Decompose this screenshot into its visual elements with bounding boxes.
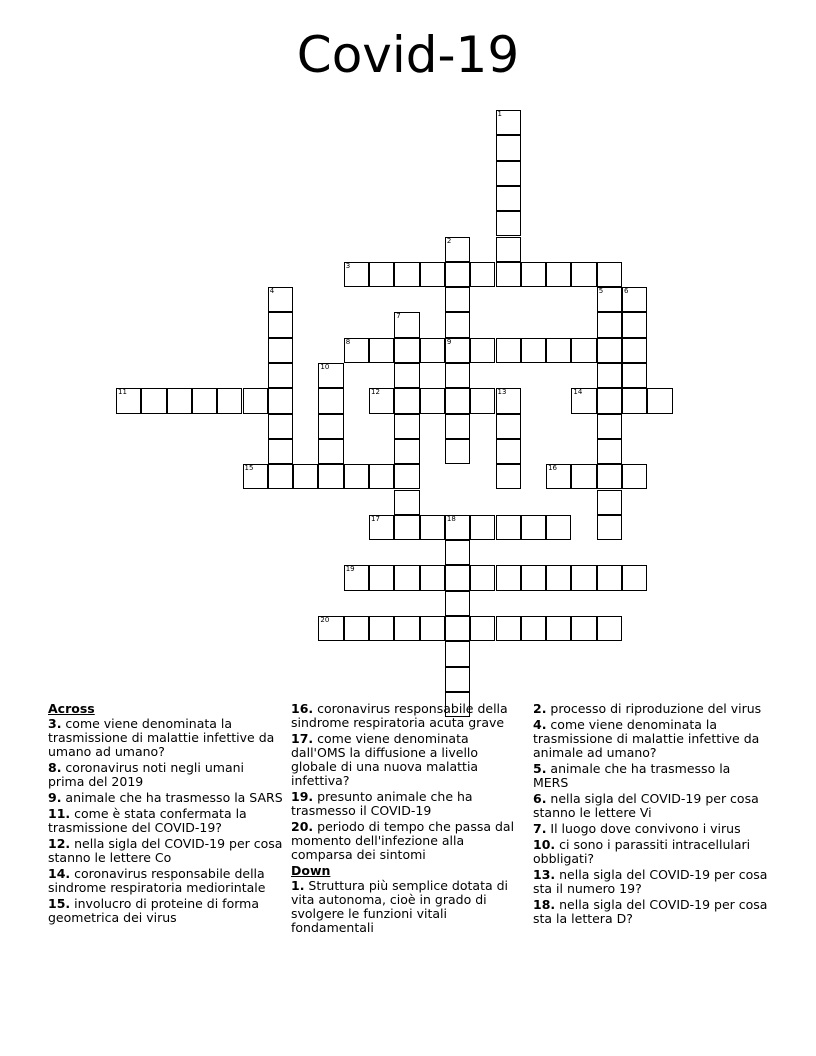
grid-cell[interactable] [394,312,419,337]
grid-cell[interactable] [369,262,394,287]
grid-cell[interactable] [167,388,192,413]
clue-number: 17. [291,731,314,746]
grid-cell[interactable] [571,338,596,363]
grid-cell[interactable] [445,312,470,337]
clue-number: 13. [533,867,556,882]
clue-number: 10 [320,363,330,371]
clue-number: 7 [396,312,401,321]
clue-text: come viene denominata la trasmissione di malattie infettive da animale ad umano? [533,717,760,760]
across-clue [291,732,527,788]
clue-text: involucro di proteine di forma geometrica dei virus [48,896,259,925]
grid-cell[interactable] [496,135,521,160]
clue-number: 20. [291,819,314,834]
grid-cell[interactable] [445,667,470,692]
across-clue-list [48,717,284,925]
grid-cell[interactable] [597,363,622,388]
clue-text: ci sono i parassiti intracellulari obbligati? [533,837,751,866]
grid-cell[interactable] [622,464,647,489]
grid-cell[interactable] [293,464,318,489]
clue-number: 8. [48,760,62,775]
clue-number: 18 [446,514,456,523]
grid-cell[interactable] [496,186,521,211]
grid-cell[interactable] [243,388,268,413]
clue-text: Struttura più semplice dotata di vita autonoma, cioè in grado di svolgere le funzioni vitali fondamentali [291,878,509,935]
clue-number: 7. [533,821,547,836]
grid-cell[interactable] [470,565,495,590]
grid-cell[interactable] [369,515,394,540]
clue-number: 9 [446,337,452,346]
grid-cell[interactable] [445,363,470,388]
grid-cell[interactable] [622,565,647,590]
grid-cell[interactable] [445,338,470,363]
down-clue [533,868,769,896]
grid-cell[interactable] [243,464,268,489]
grid-cell[interactable] [496,237,521,262]
clue-number: 1 [497,110,502,118]
grid-cell[interactable] [597,439,622,464]
across-clue [291,790,527,818]
grid-cell[interactable] [496,262,521,287]
puzzle-title: Covid-19 [296,26,520,84]
down-clue [533,838,769,866]
clue-number: 10. [533,837,556,852]
clue-text: presunto animale che ha trasmesso il COVID-19 [291,789,473,818]
grid-cell[interactable] [546,565,571,590]
grid-cell[interactable] [420,388,445,413]
clue-number: 14. [48,866,71,881]
clue-number: 16 [548,464,558,473]
grid-cell[interactable] [597,262,622,287]
clue-text: nella sigla del COVID-19 per cosa sta il numero 19? [533,867,768,896]
clue-text: Il luogo dove convivono i virus [546,821,741,836]
across-clue [291,820,527,862]
grid-cell[interactable] [268,312,293,337]
clue-number: 12. [48,836,71,851]
grid-cell[interactable] [344,616,369,641]
clue-text: come è stata confermata la trasmissione del COVID-19? [48,806,247,835]
across-clue [48,761,284,789]
down-clues-column [533,702,769,928]
grid-cell[interactable] [192,388,217,413]
grid-cell[interactable] [318,414,343,439]
grid-cell[interactable] [445,565,470,590]
grid-cell[interactable] [496,439,521,464]
grid-cell[interactable] [622,338,647,363]
grid-cell[interactable] [116,388,141,413]
grid-cell[interactable] [521,262,546,287]
clue-number: 3 [345,261,351,270]
grid-cell[interactable] [344,464,369,489]
across-clue [48,897,284,925]
clue-number: 5. [533,761,547,776]
clue-number: 4 [269,287,275,296]
down-clue [533,762,769,790]
across-clue [48,791,284,805]
grid-cell[interactable] [470,515,495,540]
clue-number: 15. [48,896,71,911]
clue-number: 6. [533,791,547,806]
grid-cell[interactable] [318,464,343,489]
down-clue [291,879,527,935]
grid-cell[interactable] [445,439,470,464]
clue-text: nella sigla del COVID-19 per cosa sta la lettera D? [533,897,768,926]
grid-cell[interactable] [445,388,470,413]
across-clue [48,717,284,759]
grid-cell[interactable] [597,565,622,590]
clue-text: coronavirus responsabile della sindrome respiratoria mediorintale [48,866,266,895]
grid-cell[interactable] [318,388,343,413]
grid-cell[interactable] [597,414,622,439]
clue-text: come viene denominata dall'OMS la diffusione a livello globale di una nuova malattia infettiva? [291,731,479,788]
grid-cell[interactable] [394,515,419,540]
clue-number: 9. [48,790,62,805]
grid-cell[interactable] [622,388,647,413]
grid-cell[interactable] [622,363,647,388]
grid-cell[interactable] [571,388,596,413]
grid-cell[interactable] [394,338,419,363]
grid-cell[interactable] [445,591,470,616]
down-clue [533,792,769,820]
clue-number: 14 [573,388,583,397]
clue-number: 8 [345,337,351,346]
grid-cell[interactable] [268,363,293,388]
grid-cell[interactable] [394,414,419,439]
grid-cell[interactable] [420,515,445,540]
grid-cell[interactable] [369,464,394,489]
grid-cell[interactable] [622,287,647,312]
clue-number: 18. [533,897,556,912]
clue-number: 12 [371,388,380,397]
grid-cell[interactable] [394,490,419,515]
grid-cell[interactable] [420,338,445,363]
clue-number: 4. [533,717,547,732]
grid-cell[interactable] [597,312,622,337]
grid-cell[interactable] [571,565,596,590]
grid-cell[interactable] [496,616,521,641]
grid-cell[interactable] [597,338,622,363]
grid-cell[interactable] [496,388,521,413]
across-clue-list-continued [291,702,527,862]
clue-text: animale che ha trasmesso la SARS [61,790,283,805]
grid-cell[interactable] [622,312,647,337]
grid-cell[interactable] [546,515,571,540]
clue-text: animale che ha trasmesso la MERS [533,761,731,790]
grid-cell[interactable] [597,388,622,413]
grid-cell[interactable] [521,616,546,641]
grid-cell[interactable] [597,464,622,489]
across-clues-column-1 [48,702,284,927]
grid-cell[interactable] [394,565,419,590]
grid-cell[interactable] [420,565,445,590]
across-clue [48,837,284,865]
clue-text: coronavirus responsabile della sindrome respiratoria acuta grave [291,701,508,730]
grid-cell[interactable] [420,262,445,287]
grid-cell[interactable] [445,414,470,439]
grid-cell[interactable] [268,338,293,363]
grid-cell[interactable] [369,565,394,590]
grid-cell[interactable] [268,414,293,439]
grid-cell[interactable] [571,262,596,287]
grid-cell[interactable] [394,464,419,489]
grid-cell[interactable] [470,616,495,641]
grid-cell[interactable] [344,338,369,363]
grid-cell[interactable] [496,515,521,540]
clue-number: 5 [598,287,604,296]
grid-cell[interactable] [420,616,445,641]
clue-text: come viene denominata la trasmissione di malattie infettive da umano ad umano? [48,716,275,759]
clue-text: nella sigla del COVID-19 per cosa stanno le lettere Vi [533,791,759,820]
clue-number: 13 [497,388,507,397]
down-clue [533,702,769,716]
grid-cell[interactable] [597,616,622,641]
clue-number: 11 [118,388,127,397]
grid-cell[interactable] [571,616,596,641]
grid-cell[interactable] [394,388,419,413]
grid-cell[interactable] [318,439,343,464]
clue-number: 15 [244,464,254,473]
grid-cell[interactable] [344,565,369,590]
grid-cell[interactable] [445,287,470,312]
grid-cell[interactable] [141,388,166,413]
grid-cell[interactable] [597,490,622,515]
down-clue-list-continued [533,702,769,926]
clue-number: 16. [291,701,314,716]
grid-cell[interactable] [445,540,470,565]
down-heading: Down [291,863,331,878]
grid-cell[interactable] [318,363,343,388]
grid-cell[interactable] [597,287,622,312]
grid-cell[interactable] [369,388,394,413]
grid-cell[interactable] [394,262,419,287]
grid-cell[interactable] [394,363,419,388]
grid-cell[interactable] [496,414,521,439]
grid-cell[interactable] [394,439,419,464]
grid-cell[interactable] [445,515,470,540]
grid-cell[interactable] [344,262,369,287]
grid-cell[interactable] [521,565,546,590]
grid-cell[interactable] [546,262,571,287]
grid-cell[interactable] [470,262,495,287]
grid-cell[interactable] [268,388,293,413]
grid-cell[interactable] [546,616,571,641]
grid-cell[interactable] [394,616,419,641]
clue-text: coronavirus noti negli umani prima del 2019 [48,760,244,789]
down-clue [533,718,769,760]
grid-cell[interactable] [217,388,242,413]
clue-number: 3. [48,716,62,731]
across-clue [48,867,284,895]
grid-cell[interactable] [369,338,394,363]
clue-number: 1. [291,878,305,893]
grid-cell[interactable] [369,616,394,641]
clue-number: 11. [48,806,71,821]
across-heading: Across [48,701,95,716]
clue-number: 2 [446,236,452,245]
grid-cell[interactable] [445,237,470,262]
grid-cell[interactable] [496,464,521,489]
grid-cell[interactable] [647,388,672,413]
grid-cell[interactable] [445,641,470,666]
clue-text: nella sigla del COVID-19 per cosa stanno le lettere Co [48,836,283,865]
grid-cell[interactable] [496,211,521,236]
clue-number: 19. [291,789,314,804]
grid-cell[interactable] [597,515,622,540]
grid-cell[interactable] [496,338,521,363]
down-clue [533,822,769,836]
across-clue [48,807,284,835]
grid-cell[interactable] [268,287,293,312]
down-clue-list [291,879,527,935]
grid-cell[interactable] [546,338,571,363]
grid-cell[interactable] [521,338,546,363]
grid-cell[interactable] [268,439,293,464]
grid-cell[interactable] [445,262,470,287]
clue-number: 17 [371,514,380,523]
grid-cell[interactable] [521,515,546,540]
grid-cell[interactable] [496,565,521,590]
clue-text: processo di riproduzione del virus [546,701,762,716]
grid-cell[interactable] [496,161,521,186]
clue-number: 2. [533,701,547,716]
clue-text: periodo di tempo che passa dal momento dell'infezione alla comparsa dei sintomi [291,819,515,862]
grid-cell[interactable] [318,616,343,641]
grid-cell[interactable] [268,464,293,489]
clue-number: 6 [624,287,629,296]
clues-column-2 [291,702,527,937]
grid-cell[interactable] [571,464,596,489]
clue-number: 19 [345,565,355,574]
grid-cell[interactable] [496,110,521,135]
grid-cell[interactable] [470,338,495,363]
clue-number: 20 [320,616,330,624]
grid-cell[interactable] [470,388,495,413]
down-clue [533,898,769,926]
grid-cell[interactable] [445,616,470,641]
across-clue [291,702,527,730]
grid-cell[interactable] [546,464,571,489]
